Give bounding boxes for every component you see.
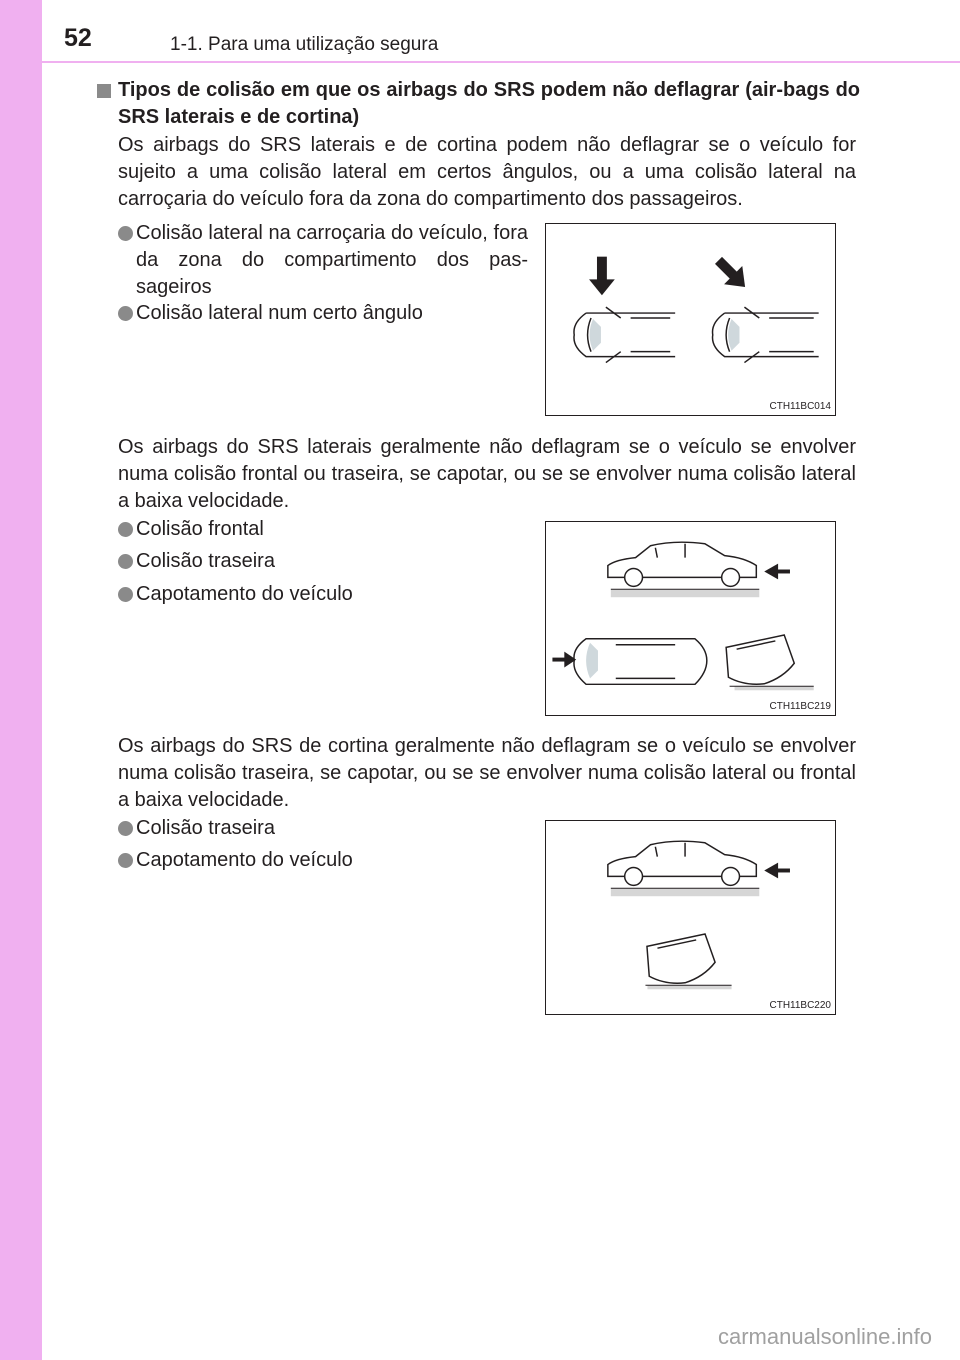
header-divider [42,61,960,63]
bullet-dot-icon [118,522,133,537]
bullet-text: Capotamento do veículo [136,583,353,605]
bullet-item [118,847,353,874]
page-number: 52 [64,24,92,52]
bullet-item [118,815,275,842]
bullet-item [118,581,353,608]
figure-side-collision [545,223,836,416]
intro-paragraph: Os airbags do SRS laterais e de cortina podem não deflagrar se o veículo for sujeito a uma colisão lateral em certos ângulos, ou a uma colisão lateral na carroçaria do veículo fora da zona do compartimento dos passageiros. [118,134,856,210]
bullet-dot-icon [118,306,133,321]
figure-code: CTH11BC219 [769,701,831,712]
chapter-title: 1-1. Para uma utilização segura [170,34,439,55]
bullet-item [118,220,528,301]
bullet-item [118,300,423,327]
bullet-text: Colisão traseira [136,550,275,572]
watermark: carmanualsonline.info [717,1324,932,1349]
bullet-text: Colisão traseira [136,817,275,839]
figure-code: CTH11BC014 [769,401,831,412]
bullet-item [118,516,264,543]
bullet-dot-icon [118,226,133,241]
bullet-text: Capotamento do veículo [136,849,353,871]
bullet-item [118,548,275,575]
bullet-dot-icon [118,821,133,836]
section-square-icon [97,84,111,98]
side-collision-illustration [546,224,835,415]
rear-rollover-illustration [546,821,835,1014]
paragraph-side-airbags: Os airbags do SRS laterais geralmente não deflagram se o veículo se envolver numa colisão frontal ou traseira, se capotar, ou se se envolver numa colisão lateral a baixa velocidade. [118,436,856,512]
bullet-dot-icon [118,587,133,602]
front-rear-rollover-illustration [546,522,835,715]
section-heading: Tipos de colisão em que os airbags do SRS podem não deflagrar (air-bags do SRS laterais e de cortina) [118,79,860,128]
chapter-tab-sidebar [0,0,42,1360]
bullet-text: Colisão lateral num certo ângulo [136,302,423,324]
figure-front-rear-rollover [545,521,836,716]
figure-rear-rollover [545,820,836,1015]
bullet-dot-icon [118,853,133,868]
bullet-text: Colisão lateral na carroçaria do veículo, fora da zona do compartimento dos pas-sageiros [136,222,528,298]
paragraph-curtain-airbags: Os airbags do SRS de cortina geralmente não deflagram se o veículo se envolver numa colisão traseira, se capotar, ou se se envolver numa colisão lateral ou frontal a baixa velocidade. [118,735,856,811]
figure-code: CTH11BC220 [769,1000,831,1011]
bullet-dot-icon [118,554,133,569]
bullet-text: Colisão frontal [136,518,264,540]
